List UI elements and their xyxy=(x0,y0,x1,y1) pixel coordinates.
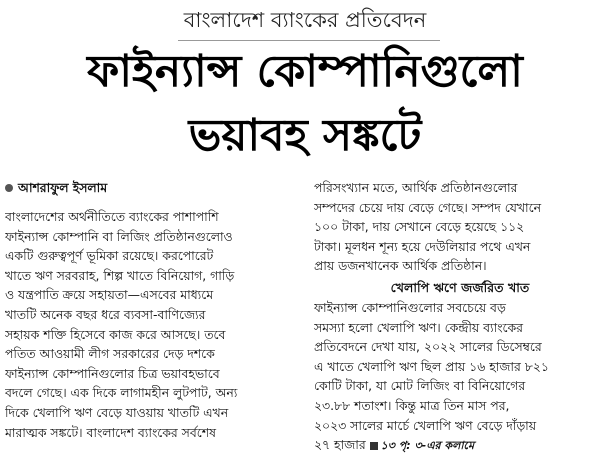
text-line: খাতে ঋণ সরবরাহ, শিল্প খাতে বিনিয়োগ, গাড়ি xyxy=(5,267,235,283)
text-line: পরিসংখ্যান মতে, আর্থিক প্রতিষ্ঠানগুলোর xyxy=(314,180,518,195)
text-line: পতিত আওয়ামী লীগ সরকারের দেড় দশকে xyxy=(5,346,215,362)
text-line: ফাইন্যান্স কোম্পানি বা লিজিং প্রতিষ্ঠানগুলোও xyxy=(5,228,233,244)
last-line-text: ২৭ হাজার xyxy=(314,437,366,453)
byline xyxy=(5,178,297,197)
text-line: ১০০ টাকা, দায় সেখানে বেড়ে হয়েছে ১১২ xyxy=(314,219,525,235)
continuation-jump[interactable]: ১৩ পৃ: ৩-এর কলামে xyxy=(380,439,475,453)
headline-line-1: ফাইন্যান্স কোম্পানিগুলো xyxy=(87,46,523,97)
text-line: এ খাতে খেলাপি ঋণ ছিল প্রায় ১৬ হাজার ৮২১ xyxy=(314,358,549,374)
text-line: একটি গুরুত্বপূর্ণ ভূমিকা রয়েছে। করপোরেট xyxy=(5,248,214,264)
article-column-right xyxy=(314,178,606,455)
text-line: ২৩.৮৮ শতাংশ। কিন্তু মাত্র তিন মাস পর, xyxy=(314,397,510,413)
subheading: খেলাপি ঋণে জর্জরিত খাত xyxy=(390,279,530,295)
text-line: ও যন্ত্রপাতি ক্রয়ে সহায়তা—এসবের মাধ্যমে xyxy=(5,287,214,303)
text-line: মারাত্মক সঙ্কটে। বাংলাদেশ ব্যাংকের সর্বশেষ xyxy=(5,424,216,440)
text-line: খাতটি অনেক বছর ধরে ব্যবসা-বাণিজ্যের xyxy=(5,306,206,322)
square-bullet-icon xyxy=(370,442,378,450)
headline-line-2: ভয়াবহ সঙ্কটে xyxy=(188,110,422,161)
text-line: ২০২৩ সালের মার্চে খেলাপি ঋণ বেড়ে দাঁড়ায় xyxy=(314,417,537,433)
text-line: ফাইন্যান্স কোম্পানিগুলোর সবচেয়ে বড় xyxy=(314,299,506,315)
bullet-icon xyxy=(5,184,13,192)
author-name: আশরাফুল ইসলাম xyxy=(18,179,108,195)
text-line: কোটি টাকা, যা মোট লিজিং বা বিনিয়োগের xyxy=(314,378,526,394)
left-column-text xyxy=(5,207,297,442)
text-line: প্রায় ডজনখানেক আর্থিক প্রতিষ্ঠান। xyxy=(314,258,487,274)
text-line: টাকা। মূলধন শূন্য হয়ে দেউলিয়ার পথে এখন xyxy=(314,238,531,254)
last-line xyxy=(314,435,606,455)
text-line: সম্পদের চেয়ে দায় বেড়ে গেছে। সম্পদ যেখানে xyxy=(314,199,542,215)
text-line: সমস্যা হলো খেলাপি ঋণ। কেন্দ্রীয় ব্যাংকের xyxy=(314,319,523,335)
right-column-text-a xyxy=(314,178,606,276)
article-column-left xyxy=(5,178,297,442)
text-line: বাংলাদেশের অর্থনীতিতে ব্যাংকের পাশাপাশি xyxy=(5,209,219,224)
text-line: ফাইন্যান্স কোম্পানিগুলোর চিত্র ভয়াবহভাবে xyxy=(5,365,220,381)
text-line: বদলে গেছে। এক দিকে লাগামহীন লুটপাট, অন্য xyxy=(5,385,238,401)
text-line: সহায়ক শক্তি হিসেবে কাজ করে আসছে। তবে xyxy=(5,326,226,342)
text-line: প্রতিবেদনে দেখা যায়, ২০২২ সালের ডিসেম্বরে xyxy=(314,339,542,355)
article-kicker: বাংলাদেশ ব্যাংকের প্রতিবেদন xyxy=(183,8,427,32)
right-column-text-b xyxy=(314,298,606,435)
text-line: দিকে খেলাপি ঋণ বেড়ে যাওয়ায় খাতটি এখন xyxy=(5,404,229,420)
